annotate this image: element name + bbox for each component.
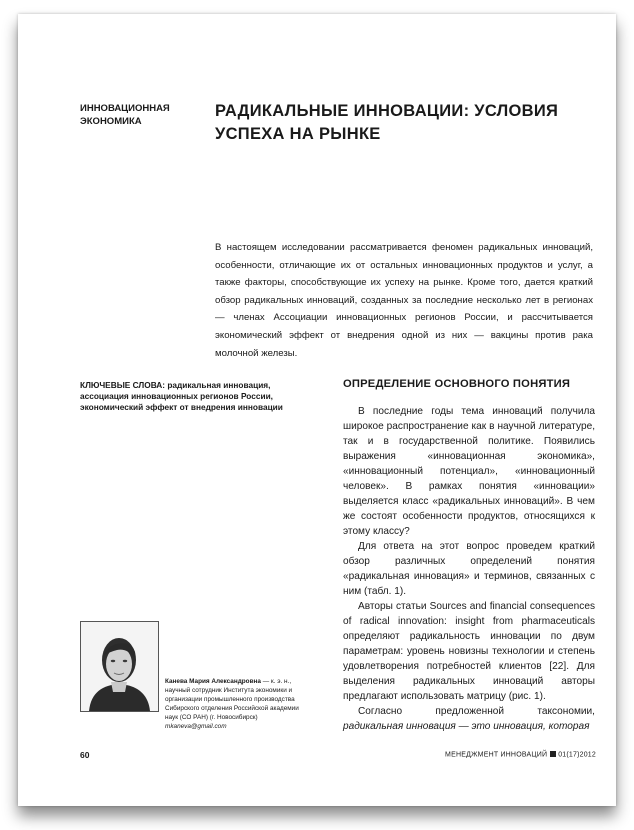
abstract: В настоящем исследовании рассматривается феномен радикальных инноваций, особенности, отличающие их от остальных инновационных продуктов и услуг, а также факторы, способствующие их успеху на рынке. Кроме того, дается краткий обзор радикальных инноваций, созданных за последние несколько лет в регионах — членах Ассоциации инновационных регионов России, и рассчитывается экономический эффект от внедрения одной из них — вакцины против рака молочной железы. <box>215 242 593 359</box>
page-number: 60 <box>80 750 90 760</box>
paragraph-3: Авторы статьи Sources and financial consequences of radical innovation: insight from pharmaceuticals определяют радикальность инновации по двум параметрам: уровень новизны технологии и степень удовлетворения потребностей клиентов [22]. Для выделения радикальных инноваций авторы предлагают использовать матрицу (рис. 1). <box>343 601 595 702</box>
author-info <box>165 677 313 731</box>
paragraph-4-text: Согласно предложенной таксономии, <box>358 706 595 717</box>
rubric-line-1: ИННОВАЦИОННАЯ <box>80 103 170 114</box>
author-portrait-image <box>81 622 158 711</box>
paragraph-4-italic: радикальная инновация — это инновация, которая <box>343 721 590 732</box>
section-heading: ОПРЕДЕЛЕНИЕ ОСНОВНОГО ПОНЯТИЯ <box>343 378 571 390</box>
keywords: КЛЮЧЕВЫЕ СЛОВА: радикальная инновация, ассоциация инновационных регионов России, экономический эффект от внедрения инновации <box>80 380 283 412</box>
journal-name: МЕНЕДЖМЕНТ ИННОВАЦИЙ <box>445 751 548 759</box>
journal-footer <box>445 751 596 759</box>
section-rubric <box>80 102 190 128</box>
author-photo <box>80 621 159 712</box>
author-name: Канева Мария Александровна <box>165 678 261 685</box>
paragraph-1: В последние годы тема инноваций получила широкое распространение как в научной литературе, так и в государственной политике. Появились выражения «инновационная экономика», «инновационный потенциал», «инновационный человек». В рамках понятия «инновации» выделяется класс «радикальных инноваций». В чем же состоят особенности продуктов, относящихся к этому классу? <box>343 406 595 537</box>
title-line-1: РАДИКАЛЬНЫЕ ИННОВАЦИИ: УСЛОВИЯ <box>215 102 559 120</box>
journal-issue: 01(17)2012 <box>558 751 596 759</box>
title-line-2: УСПЕХА НА РЫНКЕ <box>215 125 381 143</box>
author-details: — к. э. н., научный сотрудник Института экономики и организации промышленного производства Сибирского отделения Российской академии наук (СО РАН) (г. Новосибирск) <box>165 678 299 721</box>
paragraph-2: Для ответа на этот вопрос проведем краткий обзор различных определений понятия «радикальная инновация» и терминов, связанных с ним (табл. 1). <box>343 541 595 597</box>
article-title <box>215 100 595 146</box>
body-text <box>343 404 595 734</box>
square-separator-icon <box>550 751 556 757</box>
rubric-line-2: ЭКОНОМИКА <box>80 116 142 127</box>
author-email: mkaneva@gmail.com <box>165 723 227 730</box>
paragraph-4 <box>343 704 595 734</box>
journal-page <box>18 14 616 806</box>
